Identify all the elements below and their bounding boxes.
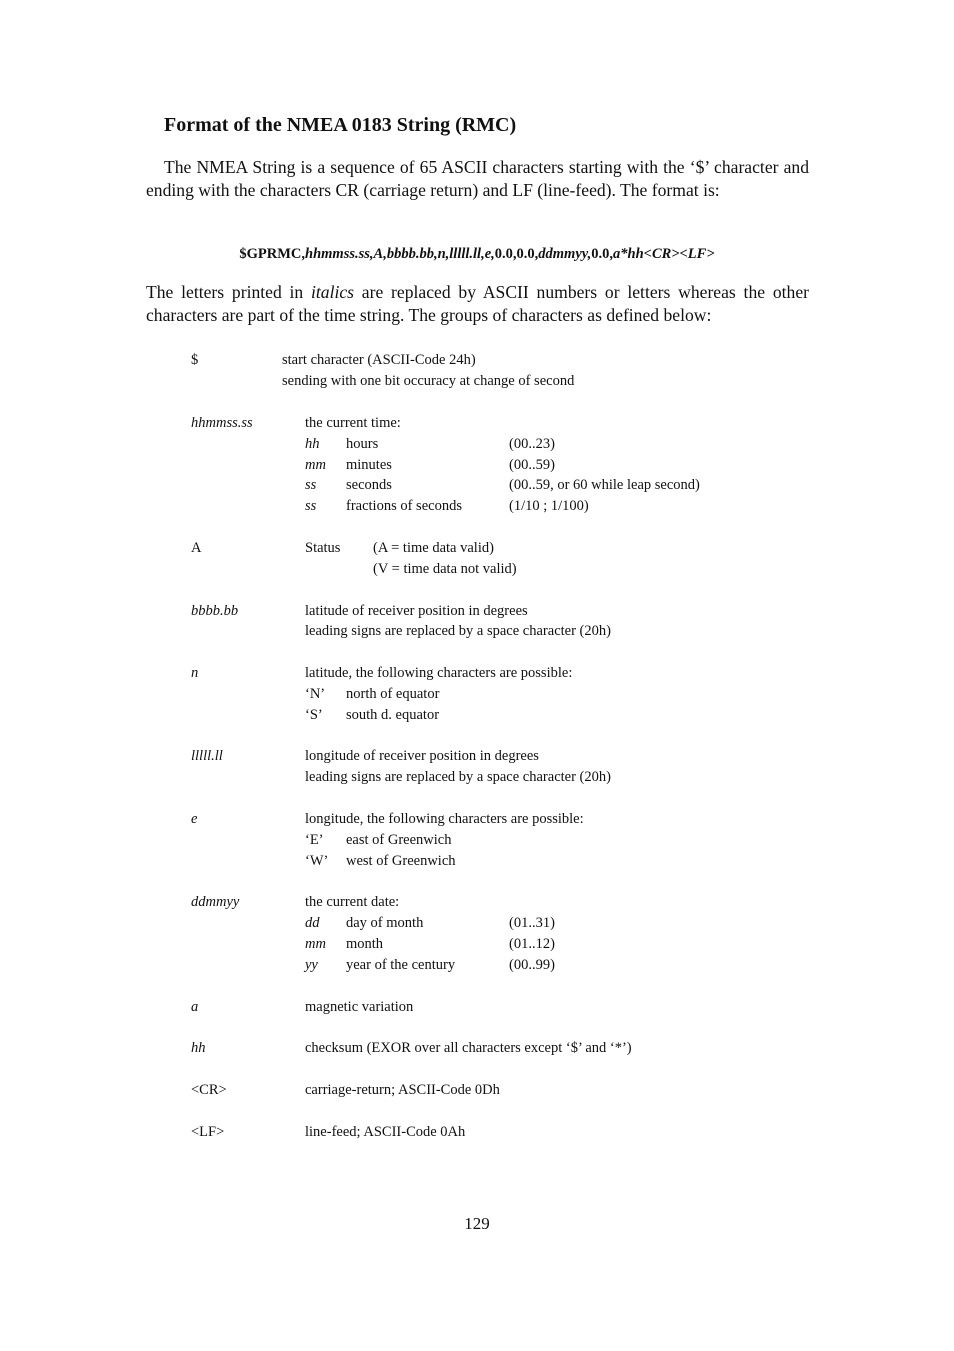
format-string [0,244,954,264]
def-cr-desc: carriage-return; ASCII-Code 0Dh [305,1082,500,1098]
time-row-range: (00..59) [509,457,555,473]
def-ew-head: longitude, the following characters are possible: [305,811,584,827]
def-key-time: hhmmss.ss [191,415,253,431]
italics-note-paragraph [146,281,809,327]
def-lf-desc: line-feed; ASCII-Code 0Ah [305,1124,466,1140]
time-row-label: minutes [346,457,392,473]
def-ew-char-w: ‘W’ [305,853,329,869]
date-row-abbr: yy [305,957,318,973]
def-ew-desc-e: east of Greenwich [346,832,452,848]
def-key-ew: e [191,811,198,827]
date-row-label: month [346,936,384,952]
format-fixed-1: 0.0,0.0, [494,246,539,262]
time-row-label: fractions of seconds [346,498,462,514]
def-dollar-line1: start character (ASCII-Code 24h) [282,352,476,368]
format-date-field: ddmmyy, [538,246,592,262]
def-key-lf: <LF> [191,1124,225,1140]
time-row-abbr: ss [305,477,317,493]
date-row-label: day of month [346,915,424,931]
def-latitude-line1: latitude of receiver position in degrees [305,603,528,619]
format-prefix: $GPRMC, [239,246,306,262]
def-status-invalid: (V = time data not valid) [373,561,517,577]
date-row-range: (00..99) [509,957,555,973]
def-key-dollar: $ [191,352,199,368]
def-ew-char-e: ‘E’ [305,832,324,848]
def-key-magvar: a [191,999,199,1015]
time-row-range: (00..23) [509,436,555,452]
def-time-head: the current time: [305,415,401,431]
def-ns-char-n: ‘N’ [305,686,326,702]
date-row-abbr: dd [305,915,320,931]
def-key-cr: <CR> [191,1082,227,1098]
time-row-abbr: hh [305,436,320,452]
def-key-status: A [191,540,202,556]
def-checksum-desc: checksum (EXOR over all characters except ‘$’ and ‘*’) [305,1040,632,1056]
def-ns-head: latitude, the following characters are possible: [305,665,573,681]
def-date-head: the current date: [305,894,400,910]
intro-paragraph: The NMEA String is a sequence of 65 ASCII characters starting with the ‘$’ character and ending with the characters CR (carriage return) and LF (line-feed). The format is: [146,157,809,200]
def-status-valid: (A = time data valid) [373,540,494,556]
def-key-latitude: bbbb.bb [191,603,239,619]
def-longitude-line1: longitude of receiver position in degrees [305,748,539,764]
time-row-abbr: ss [305,498,317,514]
def-key-ns: n [191,665,199,681]
time-row-range: (1/10 ; 1/100) [509,498,589,514]
page-title: Format of the NMEA 0183 String (RMC) [164,114,517,136]
def-ew-desc-w: west of Greenwich [346,853,456,869]
def-dollar-line2: sending with one bit occuracy at change of second [282,373,575,389]
date-row-range: (01..12) [509,936,555,952]
note-italic-word: italics [311,282,355,302]
def-key-checksum: hh [191,1040,206,1056]
def-magvar-desc: magnetic variation [305,999,414,1015]
note-before: The letters printed in [146,282,311,302]
def-key-date: ddmmyy [191,894,240,910]
format-time-fields: hhmmss.ss,A,bbbb.bb,n,lllll.ll,e, [305,246,495,262]
format-suffix: a*hh<CR><LF> [613,246,715,262]
format-fixed-2: 0.0, [591,246,614,262]
time-row-label: hours [346,436,379,452]
date-row-abbr: mm [305,936,326,952]
def-status-label: Status [305,540,341,556]
date-row-range: (01..31) [509,915,555,931]
def-longitude-line2: leading signs are replaced by a space character (20h) [305,769,611,785]
note-after: are replaced by ASCII numbers or letters whereas the other characters are part of the time string. The groups of characters as defined below: [146,282,809,325]
def-ns-desc-s: south d. equator [346,707,440,723]
time-row-abbr: mm [305,457,326,473]
def-ns-desc-n: north of equator [346,686,440,702]
def-latitude-line2: leading signs are replaced by a space character (20h) [305,623,611,639]
time-row-label: seconds [346,477,392,493]
page-number: 129 [464,1214,490,1233]
time-row-range: (00..59, or 60 while leap second) [509,477,700,493]
date-row-label: year of the century [346,957,456,973]
def-ns-char-s: ‘S’ [305,707,323,723]
def-key-longitude: lllll.ll [191,748,223,764]
